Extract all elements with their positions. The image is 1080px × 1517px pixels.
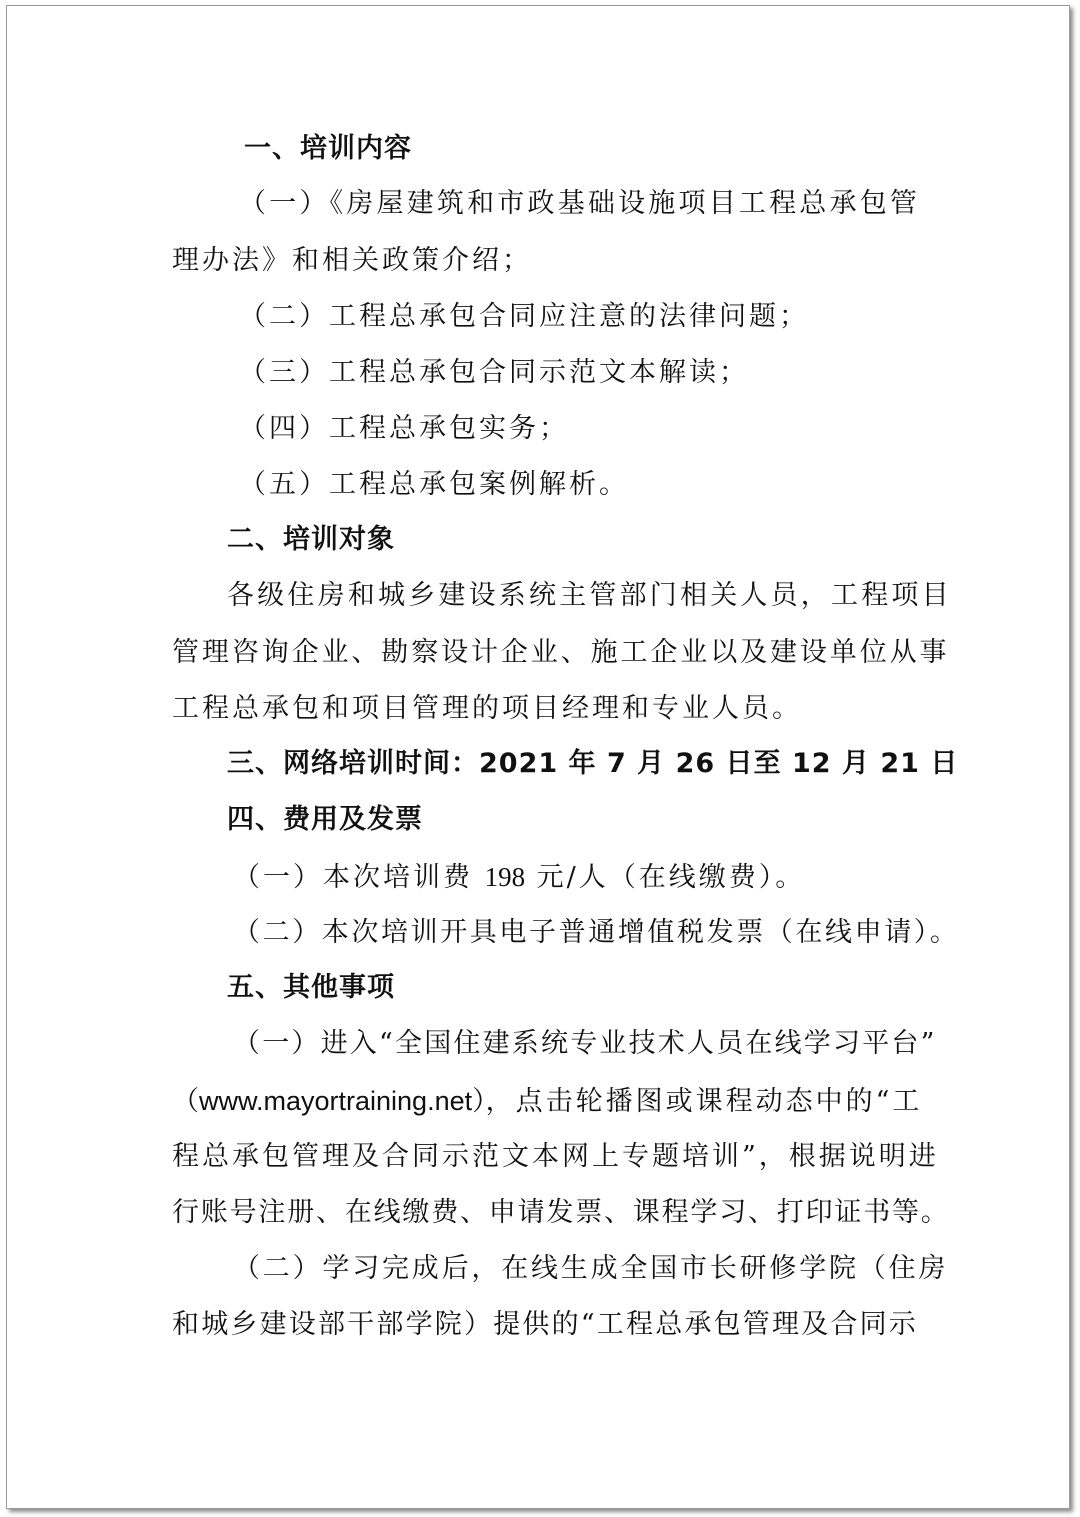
other-item-2-line-2: 和城乡建设部干部学院）提供的“工程总承包管理及合同示	[172, 1309, 919, 1340]
other-item-1-line-4: 行账号注册、在线缴费、申请发票、课程学习、打印证书等。	[172, 1197, 950, 1228]
schedule-month-start: 7	[606, 748, 627, 779]
schedule-day-end: 21	[880, 748, 920, 779]
audience-line-3: 工程总承包和项目管理的项目经理和专业人员。	[172, 693, 802, 724]
content-item-3: （三）工程总承包合同示范文本解读；	[239, 357, 749, 388]
audience-line-1: 各级住房和城乡建设系统主管部门相关人员，工程项目	[227, 580, 952, 611]
section-heading-audience: 二、培训对象	[227, 524, 395, 555]
other-item-1-line-1: （一）进入“全国住建系统专业技术人员在线学习平台”	[233, 1028, 937, 1059]
section-heading-fees: 四、费用及发票	[227, 804, 423, 835]
other-item-1-line-3: 程总承包管理及合同示范文本网上专题培训”，根据说明进	[172, 1141, 939, 1172]
fees-item-1	[233, 860, 805, 895]
section-heading-schedule	[227, 747, 958, 781]
content-item-1-line-2: 理办法》和相关政策介绍；	[172, 245, 532, 276]
schedule-year: 2021	[479, 748, 559, 779]
section-heading-content: 一、培训内容	[244, 133, 412, 164]
schedule-month-end: 12	[791, 748, 832, 779]
content-item-1-line-1: （一）《房屋建筑和市政基础设施项目工程总承包管	[239, 188, 921, 219]
fees-item-1-prefix: （一）本次培训费	[233, 862, 485, 893]
schedule-prefix: 三、网络培训时间：	[227, 748, 479, 779]
section-heading-other: 五、其他事项	[227, 972, 395, 1003]
content-item-5: （五）工程总承包案例解析。	[239, 469, 629, 500]
schedule-year-unit: 年	[558, 748, 607, 779]
schedule-day-to: 日至	[715, 748, 792, 779]
schedule-month-unit-1: 月	[626, 748, 676, 779]
schedule-month-unit-2: 月	[831, 748, 881, 779]
platform-url-link[interactable]: （www.mayortraining.net）	[172, 1086, 486, 1116]
other-item-2-line-1: （二）学习完成后，在线生成全国市长研修学院（住房	[233, 1253, 949, 1284]
schedule-day-unit: 日	[919, 748, 959, 779]
other-item-1-line-2	[172, 1084, 922, 1119]
fees-item-1-amount: 198	[484, 862, 526, 892]
schedule-day-start: 26	[675, 748, 716, 779]
other-item-1-line-2-rest: ，点击轮播图或课程动态中的“工	[485, 1086, 923, 1117]
document-page	[6, 5, 1070, 1509]
audience-line-2: 管理咨询企业、勘察设计企业、施工企业以及建设单位从事	[172, 637, 950, 668]
fees-item-1-suffix: 元/人（在线缴费）。	[525, 862, 806, 893]
content-item-4: （四）工程总承包实务；	[239, 413, 569, 444]
fees-item-2: （二）本次培训开具电子普通增值税发票（在线申请）。	[233, 917, 960, 948]
content-item-2: （二）工程总承包合同应注意的法律问题；	[239, 301, 809, 332]
